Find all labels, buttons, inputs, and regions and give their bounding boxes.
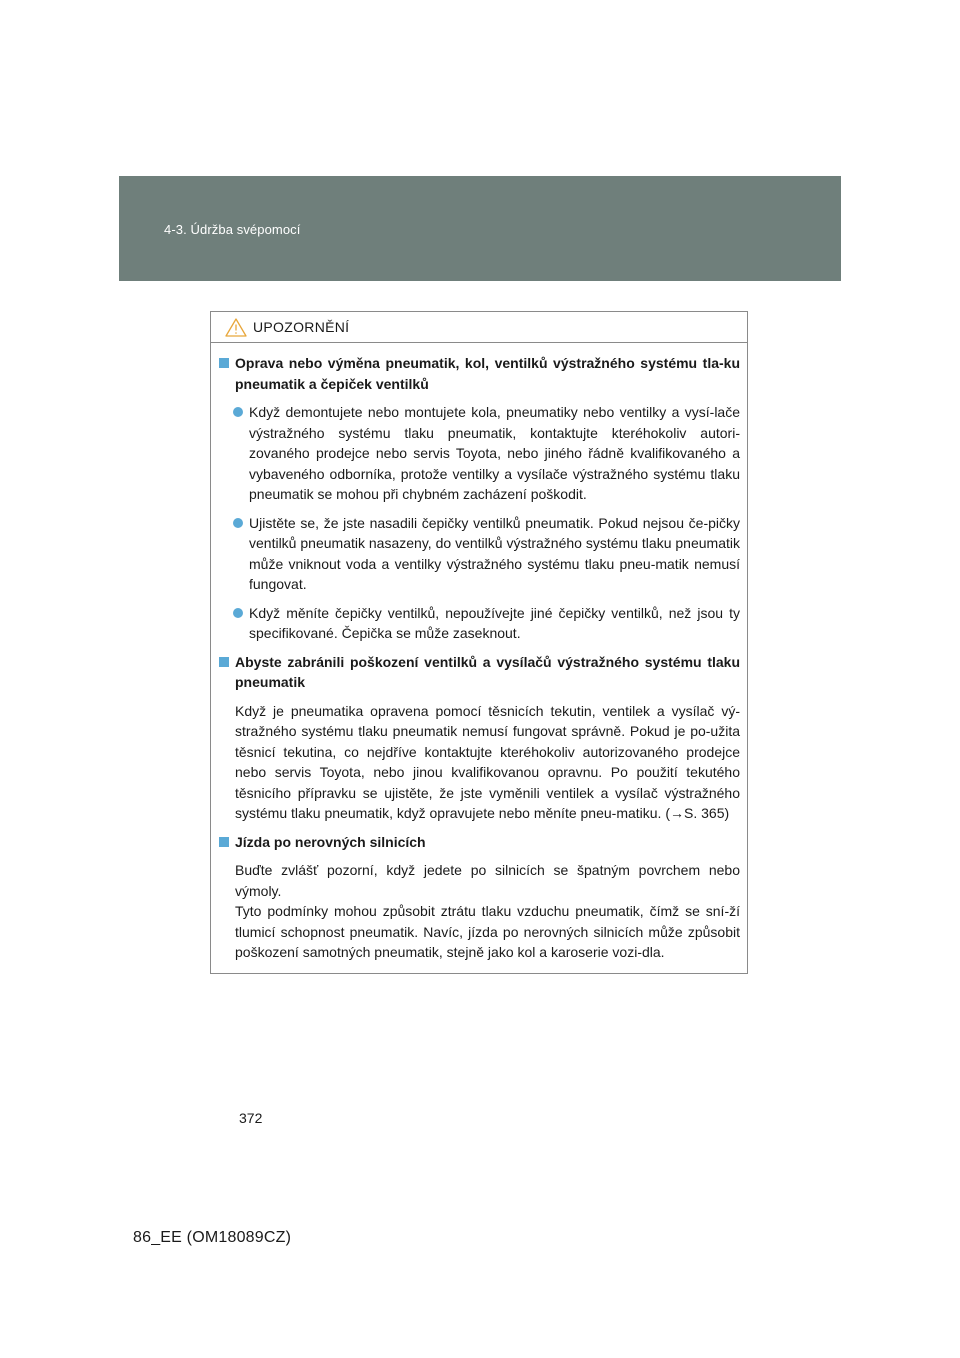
section-header-band [119,176,841,281]
list-item: Ujistěte se, že jste nasadili čepičky ventilků pneumatik. Pokud nejsou če-pičky ventilků pneumatik nasazeny, do ventilků výstražného systému tlaku pneumatik může vniknout voda a ventilky výstražného systému tlaku pneu-matik nemusí fungovat. [218,513,740,595]
section-heading: Abyste zabránili poškození ventilků a vysílačů výstražného systému tlaku pneumatik [218,652,740,693]
warning-section-rough-roads [218,832,740,963]
square-bullet-icon [219,358,229,368]
paragraph-line: Buďte zvlášť pozorní, když jedete po silnicích se špatným povrchem nebo výmoly. [235,862,740,899]
section-paragraph [218,860,740,963]
round-bullet-icon [233,608,243,618]
warning-body [211,343,747,963]
warning-section-tire-repair [218,353,740,644]
warning-section-valve-damage [218,652,740,824]
round-bullet-icon [233,407,243,417]
warning-box [210,311,748,974]
square-bullet-icon [219,657,229,667]
paragraph-line: Tyto podmínky mohou způsobit ztrátu tlaku vzduchu pneumatik, čímž se sní-ží tlumicí schopnost pneumatik. Navíc, jízda po nerovných silnicích může způsobit poškození samotných pneumatik, stejně jako kol a karoserie vozi-dla. [235,903,740,960]
section-heading: Oprava nebo výměna pneumatik, kol, ventilků výstražného systému tla-ku pneumatik a čepiček ventilků [218,353,740,394]
document-code: 86_EE (OM18089CZ) [133,1229,292,1246]
section-title: 4-3. Údržba svépomocí [164,222,301,237]
warning-label: UPOZORNĚNÍ [253,319,350,335]
list-item: Když demontujete nebo montujete kola, pneumatiky nebo ventilky a vysí-lače výstražného systému tlaku pneumatik, kontaktujte kteréhokoliv autori-zovaného prodejce nebo servis Toyota, nebo jiného řádně kvalifikovaného a vybaveného odborníka, protože ventilky a vysílače výstražného systému tlaku pneumatik se mohou při chybném zacházení poškodit. [218,402,740,505]
round-bullet-icon [233,518,243,528]
section-heading: Jízda po nerovných silnicích [218,832,740,853]
warning-header [211,312,747,343]
section-paragraph: Když je pneumatika opravena pomocí těsnicích tekutin, ventilek a vysílač vý-stražného systému tlaku pneumatik nemusí fungovat správně. Pokud je po-užita těsnicí tekutina, co nejdříve kontaktujte kteréhokoliv autorizovaného prodejce nebo servis Toyota, nebo jinou kvalifikovanou opravnu. Po použití tekutého těsnicího přípravku se ujistěte, že jste vyměnili ventilek a vysílač výstražného systému tlaku pneumatik, když opravujete nebo měníte pneu-matiku. (→S. 365) [235,702,740,821]
list-item: Když měníte čepičky ventilků, nepoužívejte jiné čepičky ventilků, než jsou ty specifikované. Čepička se může zaseknout. [218,603,740,644]
page-number: 372 [239,1110,263,1126]
warning-triangle-icon [225,318,247,337]
square-bullet-icon [219,837,229,847]
